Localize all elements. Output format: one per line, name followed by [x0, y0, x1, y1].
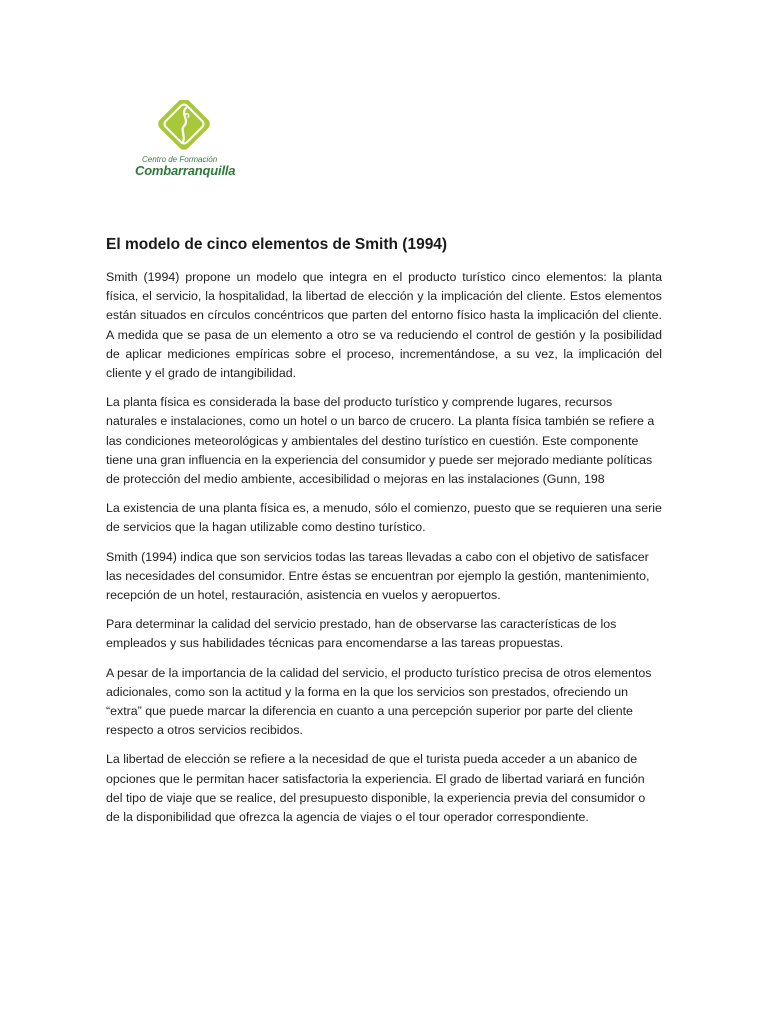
logo-subtitle: Centro de Formación [142, 155, 218, 164]
company-logo [132, 100, 242, 182]
paragraph-7: La libertad de elección se refiere a la necesidad de que el turista pueda acceder a un abanico de opciones que le permitan hacer satisfactoria la experiencia. El grado de libertad variará en función del tipo de viaje que se realice, del presupuesto disponible, la experiencia previa del consumidor o de la disponibilidad que ofrezca la agencia de viajes o el tour operador correspondiente. [106, 752, 646, 825]
document-body [106, 236, 662, 837]
paragraph-3: La existencia de una planta física es, a menudo, sólo el comienzo, puesto que se requieren una serie de servicios que la hagan utilizable como destino turístico. [106, 501, 662, 535]
paragraph-1: Smith (1994) propone un modelo que integra en el producto turístico cinco elementos: la planta física, el servicio, la hospitalidad, la libertad de elección y la implicación del cliente. Estos elementos están situados en círculos concéntricos que parten del entorno físico hasta la implicación del cliente. A medida que se pasa de un elemento a otro se va reduciendo el control de gestión y la posibilidad de aplicar mediciones empíricas sobre el proceso, incrementándose, a su vez, la implicación del cliente y el grado de intangibilidad. [106, 270, 662, 381]
logo-name: Combarranquilla [135, 163, 236, 178]
paragraph-4: Smith (1994) indica que son servicios todas las tareas llevadas a cabo con el objetivo de satisfacer las necesidades del consumidor. Entre éstas se encuentran por ejemplo la gestión, mantenimiento, recepción de un hotel, restauración, asistencia en vuelos y aeropuertos. [106, 549, 650, 603]
paragraph-5: Para determinar la calidad del servicio prestado, han de observarse las características de los empleados y sus habilidades técnicas para encomendarse a las tareas propuestas. [106, 617, 617, 651]
paragraph-2: La planta física es considerada la base del producto turístico y comprende lugares, recursos naturales e instalaciones, como un hotel o un barco de crucero. La planta física también se refiere a las condiciones meteorológicas y ambientales del destino turístico en cuestión. Este componente tiene una gran influencia en la experiencia del consumidor y puede ser mejorado mediante políticas de protección del medio ambiente, accesibilidad o mejoras en las instalaciones (Gunn, 198 [106, 395, 655, 487]
logo-mark-icon [150, 100, 218, 160]
paragraph-6: A pesar de la importancia de la calidad del servicio, el producto turístico precisa de otros elementos adicionales, como son la actitud y la forma en la que los servicios son prestados, ofreciendo un “extra” que puede marcar la diferencia en cuanto a una percepción superior por parte del cliente respecto a otros servicios recibidos. [106, 665, 652, 738]
document-title: El modelo de cinco elementos de Smith (1994) [106, 236, 448, 253]
